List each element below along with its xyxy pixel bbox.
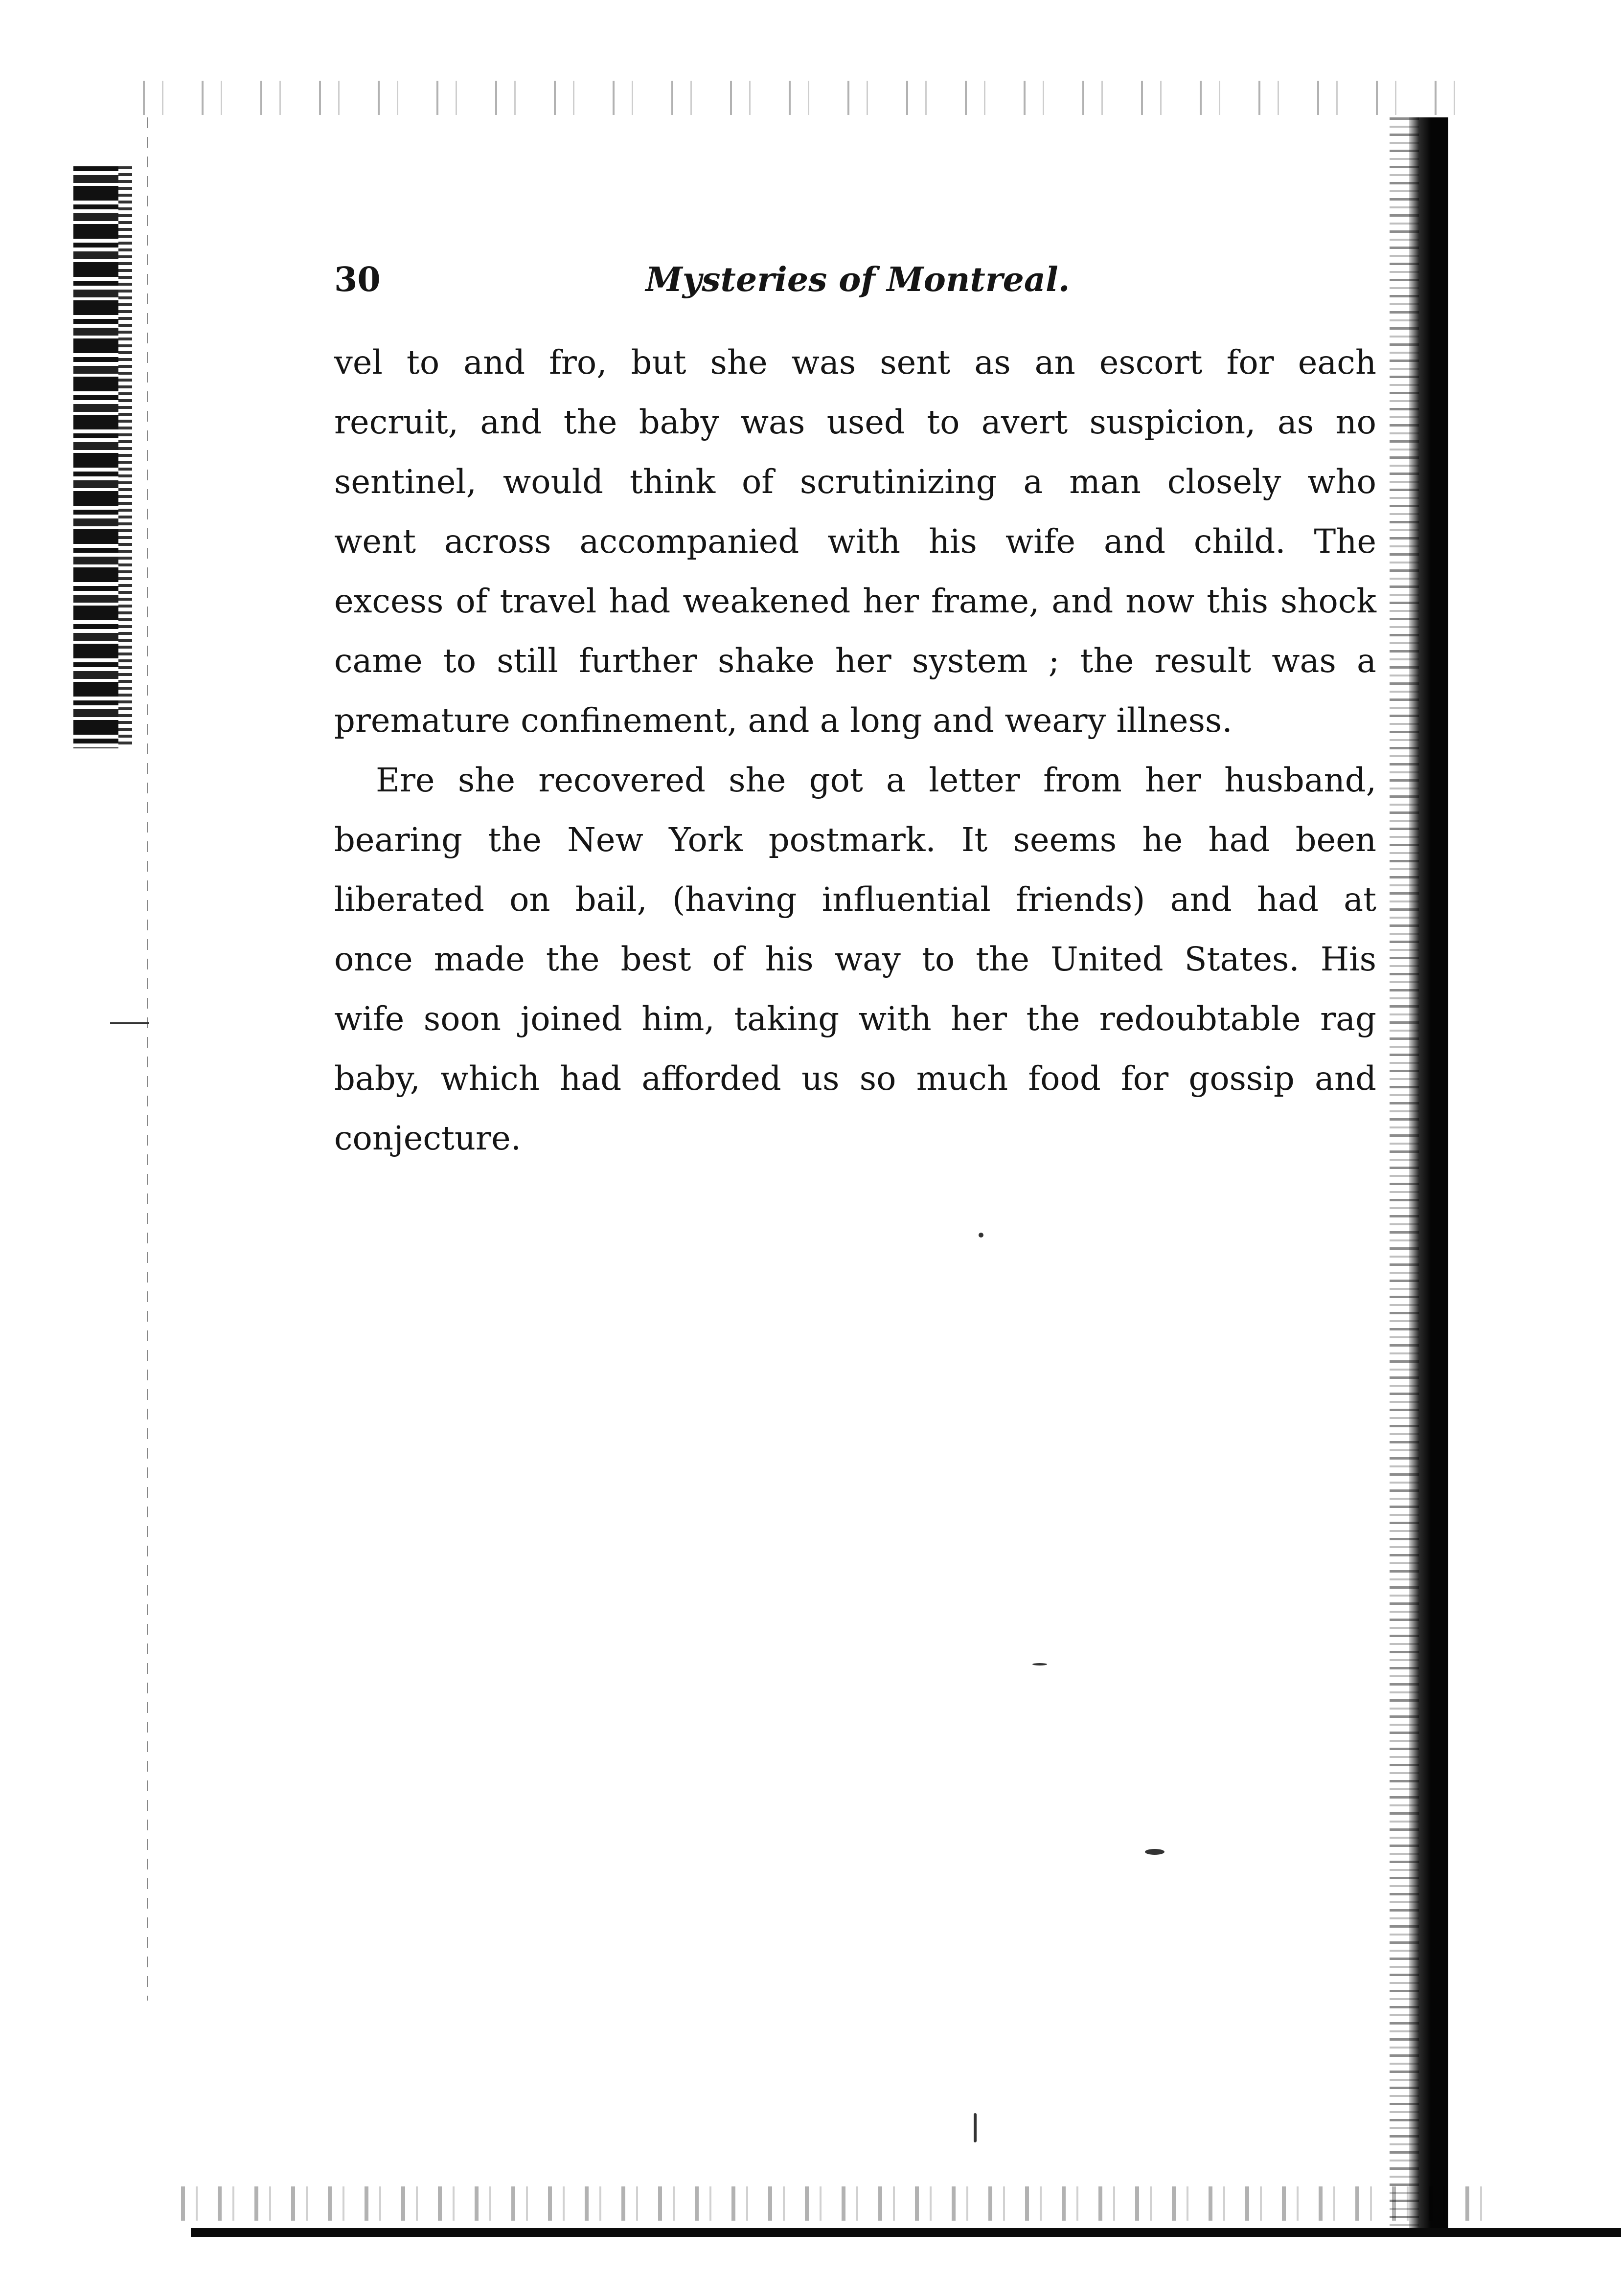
text-line: wife soon joined him, taking with her the redoubtable rag	[334, 1000, 1376, 1038]
text-line: once made the best of his way to the United States. His	[334, 940, 1376, 978]
page-header	[334, 257, 1376, 303]
scan-speck	[974, 2113, 977, 2142]
text-line: Ere she recovered she got a letter from her husband,	[376, 761, 1376, 799]
text-line: liberated on bail, (having influential friends) and had at	[334, 880, 1376, 919]
text-line: went across accompanied with his wife and child. The	[334, 522, 1376, 561]
scan-speck	[1032, 1663, 1047, 1666]
page-edge-bottom	[191, 2228, 1621, 2237]
page-number: 30	[334, 260, 381, 299]
margin-mark	[110, 1022, 149, 1024]
text-line: excess of travel had weakened her frame, and now this shock	[334, 582, 1376, 620]
text-line: recruit, and the baby was used to avert suspicion, as no	[334, 403, 1376, 441]
text-line: premature confinement, and a long and weary illness.	[334, 701, 1233, 740]
body-text	[334, 333, 1376, 1168]
text-line: came to still further shake her system ; the result was a	[334, 642, 1376, 680]
text-line: baby, which had afforded us so much food for gossip and	[334, 1059, 1376, 1098]
scan-speck	[979, 1233, 983, 1238]
page-edge-right	[1409, 117, 1448, 2230]
text-line: conjecture.	[334, 1119, 522, 1157]
paragraph	[334, 750, 1376, 1168]
running-title: Mysteries of Montreal.	[645, 260, 1070, 299]
scan-speck	[1145, 1849, 1164, 1855]
text-line: sentinel, would think of scrutinizing a man closely who	[334, 463, 1376, 501]
page-edge-left	[147, 117, 148, 2001]
scan-noise-top	[132, 81, 1492, 115]
text-line: vel to and fro, but she was sent as an escort for each	[334, 343, 1376, 382]
scan-noise-bottom	[181, 2186, 1502, 2221]
binding-edge	[73, 166, 132, 748]
paragraph	[334, 333, 1376, 750]
text-line: bearing the New York postmark. It seems he had been	[334, 821, 1376, 859]
